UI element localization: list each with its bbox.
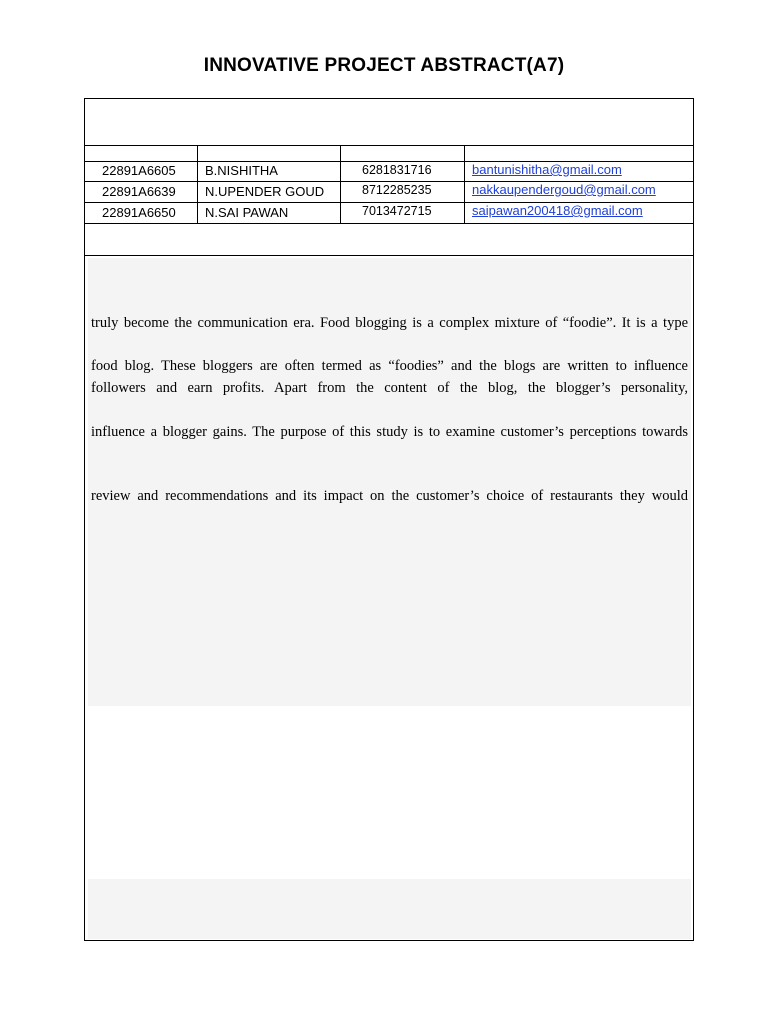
footer-panel: [88, 879, 691, 939]
email-link[interactable]: bantunishitha@gmail.com: [472, 162, 622, 177]
abstract-form-table: [84, 98, 694, 941]
email-link-cell: [472, 160, 622, 180]
roll-number: 22891A6639: [102, 184, 176, 199]
student-name: N.UPENDER GOUD: [205, 184, 325, 199]
email-link-cell: [472, 201, 643, 221]
email-link-cell: [472, 180, 656, 200]
row-divider: [85, 223, 693, 224]
row-divider: [85, 145, 693, 146]
email-link[interactable]: saipawan200418@gmail.com: [472, 203, 643, 218]
student-name: B.NISHITHA: [205, 163, 278, 178]
abstract-line: review and recommendations and its impact on the customer’s choice of restaurants they would: [91, 488, 688, 504]
column-divider: [197, 145, 198, 223]
row-divider: [85, 255, 693, 256]
abstract-line: truly become the communication era. Food blogging is a complex mixture of “foodie”. It is a type: [91, 315, 688, 331]
phone-number: 7013472715: [362, 204, 432, 218]
abstract-line: food blog. These bloggers are often termed as “foodies” and the blogs are written to influence: [91, 358, 688, 374]
column-divider: [464, 145, 465, 223]
phone-number: 6281831716: [362, 163, 432, 177]
abstract-line: followers and earn profits. Apart from the content of the blog, the blogger’s personality,: [91, 380, 688, 396]
page-title: INNOVATIVE PROJECT ABSTRACT(A7): [203, 55, 565, 76]
abstract-line: influence a blogger gains. The purpose of this study is to examine customer’s perceptions towards: [91, 424, 688, 440]
phone-number: 8712285235: [362, 183, 432, 197]
student-name: N.SAI PAWAN: [205, 205, 289, 220]
roll-number: 22891A6650: [102, 205, 176, 220]
roll-number: 22891A6605: [102, 163, 176, 178]
email-link[interactable]: nakkaupendergoud@gmail.com: [472, 182, 656, 197]
column-divider: [340, 145, 341, 223]
